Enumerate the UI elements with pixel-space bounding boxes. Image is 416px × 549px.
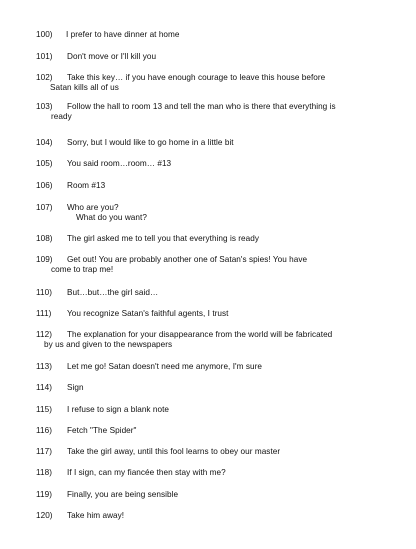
item-number: 111) <box>36 309 52 318</box>
item-text-continued: What do you want? <box>76 213 147 222</box>
item-text: Fetch "The Spider" <box>67 426 137 435</box>
item-text: You said room…room… #13 <box>67 159 172 168</box>
item-number: 108) <box>36 234 53 243</box>
item-text: Finally, you are being sensible <box>67 490 179 499</box>
item-text: I prefer to have dinner at home <box>66 30 180 39</box>
item-text: Take the girl away, until this fool learns to obey our master <box>67 447 281 456</box>
item-number: 115) <box>36 405 52 414</box>
item-number: 105) <box>36 159 53 168</box>
item-number: 110) <box>36 288 52 297</box>
item-text: The girl asked me to tell you that everything is ready <box>67 234 260 243</box>
item-text: Take this key… if you have enough courage to leave this house before <box>67 73 326 82</box>
item-text: Don't move or I'll kill you <box>67 52 157 61</box>
item-number: 113) <box>36 362 52 371</box>
item-text-continued: by us and given to the newspapers <box>44 340 173 349</box>
item-number: 104) <box>36 138 53 147</box>
item-number: 117) <box>36 447 52 456</box>
item-text: Sign <box>67 383 84 392</box>
item-text: If I sign, can my fiancée then stay with me? <box>67 468 226 477</box>
item-number: 118) <box>36 468 52 477</box>
item-number: 119) <box>36 490 52 499</box>
item-text: You recognize Satan's faithful agents, I trust <box>67 309 229 318</box>
item-number: 116) <box>36 426 52 435</box>
item-text: Let me go! Satan doesn't need me anymore, I'm sure <box>67 362 262 371</box>
item-number: 106) <box>36 181 53 190</box>
item-text: I refuse to sign a blank note <box>67 405 170 414</box>
item-text: Room #13 <box>67 181 106 190</box>
item-number: 103) <box>36 102 53 111</box>
item-number: 112) <box>36 330 52 339</box>
item-text: Who are you? <box>67 203 119 212</box>
item-text-continued: Satan kills all of us <box>50 83 119 92</box>
item-number: 109) <box>36 255 53 264</box>
item-text: But…but…the girl said… <box>67 288 159 297</box>
item-number: 101) <box>36 52 53 61</box>
item-text: Get out! You are probably another one of Satan's spies! You have <box>67 255 308 264</box>
item-text: The explanation for your disappearance from the world will be fabricated <box>67 330 333 339</box>
item-text-continued: ready <box>51 112 72 121</box>
item-text: Take him away! <box>67 511 125 520</box>
item-number: 102) <box>36 73 53 82</box>
item-number: 120) <box>36 511 53 520</box>
item-number: 114) <box>36 383 52 392</box>
item-number: 107) <box>36 203 53 212</box>
item-text: Follow the hall to room 13 and tell the man who is there that everything is <box>67 102 336 111</box>
item-number: 100) <box>36 30 53 39</box>
item-text-continued: come to trap me! <box>51 265 114 274</box>
item-text: Sorry, but I would like to go home in a little bit <box>67 138 234 147</box>
